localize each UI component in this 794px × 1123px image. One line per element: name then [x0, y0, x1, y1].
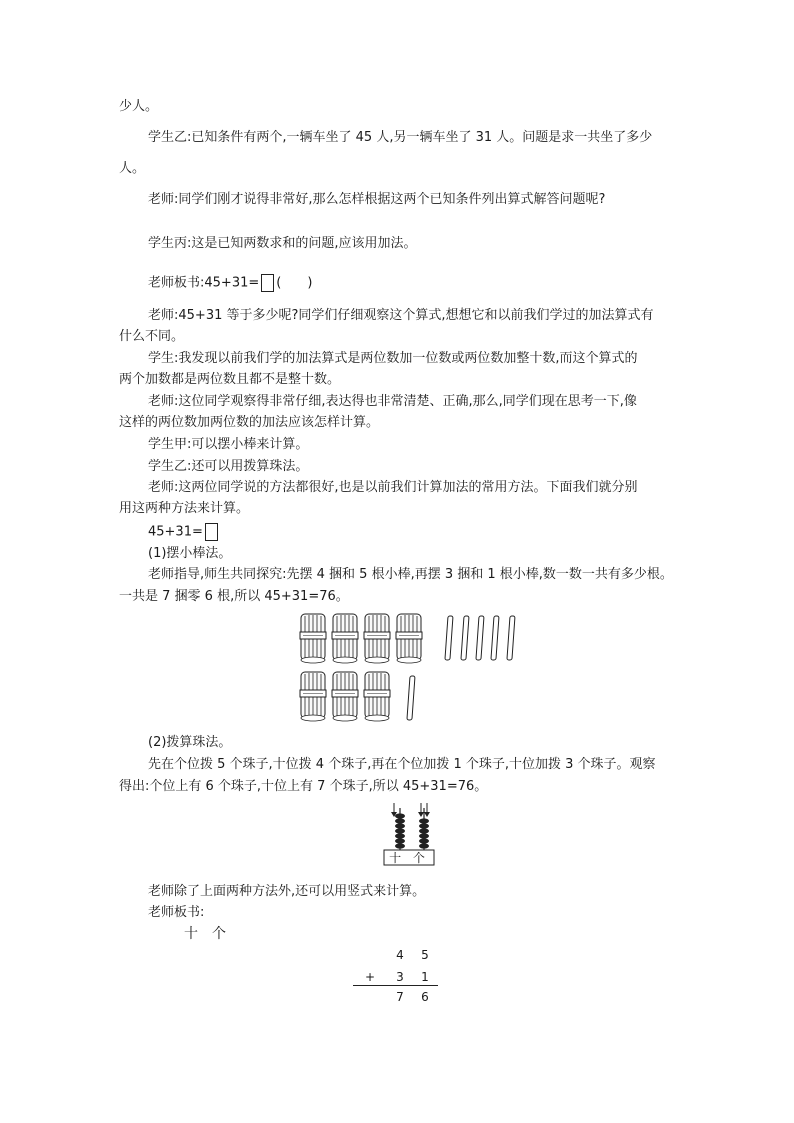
section-heading: (1)摆小棒法。 — [148, 546, 232, 561]
paragraph: 两个加数都是两位数且都不是整十数。 — [119, 372, 341, 387]
paragraph: 老师除了上面两种方法外,还可以用竖式来计算。 — [148, 884, 426, 899]
paragraph: 什么不同。 — [119, 329, 185, 344]
answer-box — [205, 523, 218, 541]
paragraph: 学生乙:还可以用拨算珠法。 — [148, 459, 309, 474]
equation-text: 老师板书:45+31= — [148, 275, 260, 291]
tens-beads — [395, 813, 405, 848]
digit: 6 — [421, 990, 429, 1004]
sum-line — [353, 985, 438, 986]
equation-paren: ( ) — [276, 275, 313, 291]
paragraph: 人。 — [119, 161, 146, 176]
paragraph: 老师:45+31 等于多少呢?同学们仔细观察这个算式,想想它和以前我们学过的加法算式有 — [148, 308, 654, 323]
paragraph: 老师:同学们刚才说得非常好,那么怎样根据这两个已知条件列出算式解答问题呢? — [148, 192, 606, 207]
equation — [148, 523, 220, 542]
paragraph: 老师:这两位同学说的方法都很好,也是以前我们计算加法的常用方法。下面我们就分别 — [148, 480, 638, 495]
sticks-illustration — [298, 612, 528, 722]
paragraph: 老师指导,师生共同探究:先摆 4 捆和 5 根小棒,再摆 3 捆和 1 根小棒,数一数一共有多少根。 — [148, 567, 673, 582]
board-equation — [148, 274, 312, 293]
paragraph: 少人。 — [119, 99, 159, 114]
equation-text: 45+31= — [148, 524, 203, 540]
digit: 3 — [396, 970, 404, 984]
paragraph: 得出:个位上有 6 个珠子,十位上有 7 个珠子,所以 45+31=76。 — [119, 779, 488, 794]
section-heading: (2)拨算珠法。 — [148, 735, 232, 750]
bundle-row-2 — [300, 672, 390, 721]
ones-beads — [419, 818, 429, 848]
bundle-row-1 — [300, 614, 422, 663]
digit: 4 — [396, 948, 404, 962]
single-sticks-row-1 — [445, 616, 515, 660]
abacus-place-labels: 十 个 — [389, 851, 429, 865]
single-sticks-row-2 — [407, 676, 415, 720]
digit: 1 — [421, 970, 429, 984]
paragraph: 学生丙:这是已知两数求和的问题,应该用加法。 — [148, 236, 417, 251]
paragraph: 学生甲:可以摆小棒来计算。 — [148, 437, 309, 452]
vertical-calc-header: 十 个 — [184, 926, 226, 942]
digit: 5 — [421, 948, 429, 962]
paragraph: 学生:我发现以前我们学的加法算式是两位数加一位数或两位数加整十数,而这个算式的 — [148, 351, 638, 366]
digit: 7 — [396, 990, 404, 1004]
plus-operator: + — [364, 970, 376, 984]
paragraph: 用这两种方法来计算。 — [119, 501, 250, 516]
paragraph: 学生乙:已知条件有两个,一辆车坐了 45 人,另一辆车坐了 31 人。问题是求一共坐了多少 — [148, 130, 653, 145]
answer-box — [261, 274, 274, 292]
paragraph: 一共是 7 捆零 6 根,所以 45+31=76。 — [119, 589, 349, 604]
paragraph: 老师:这位同学观察得非常仔细,表达得也非常清楚、正确,那么,同学们现在思考一下,像 — [148, 394, 637, 409]
paragraph: 老师板书: — [148, 905, 205, 920]
paragraph: 先在个位拨 5 个珠子,十位拨 4 个珠子,再在个位加拨 1 个珠子,十位加拨 3 个珠子。观察 — [148, 757, 656, 772]
paragraph: 这样的两位数加两位数的加法应该怎样计算。 — [119, 415, 380, 430]
vertical-calculation — [350, 945, 440, 1005]
